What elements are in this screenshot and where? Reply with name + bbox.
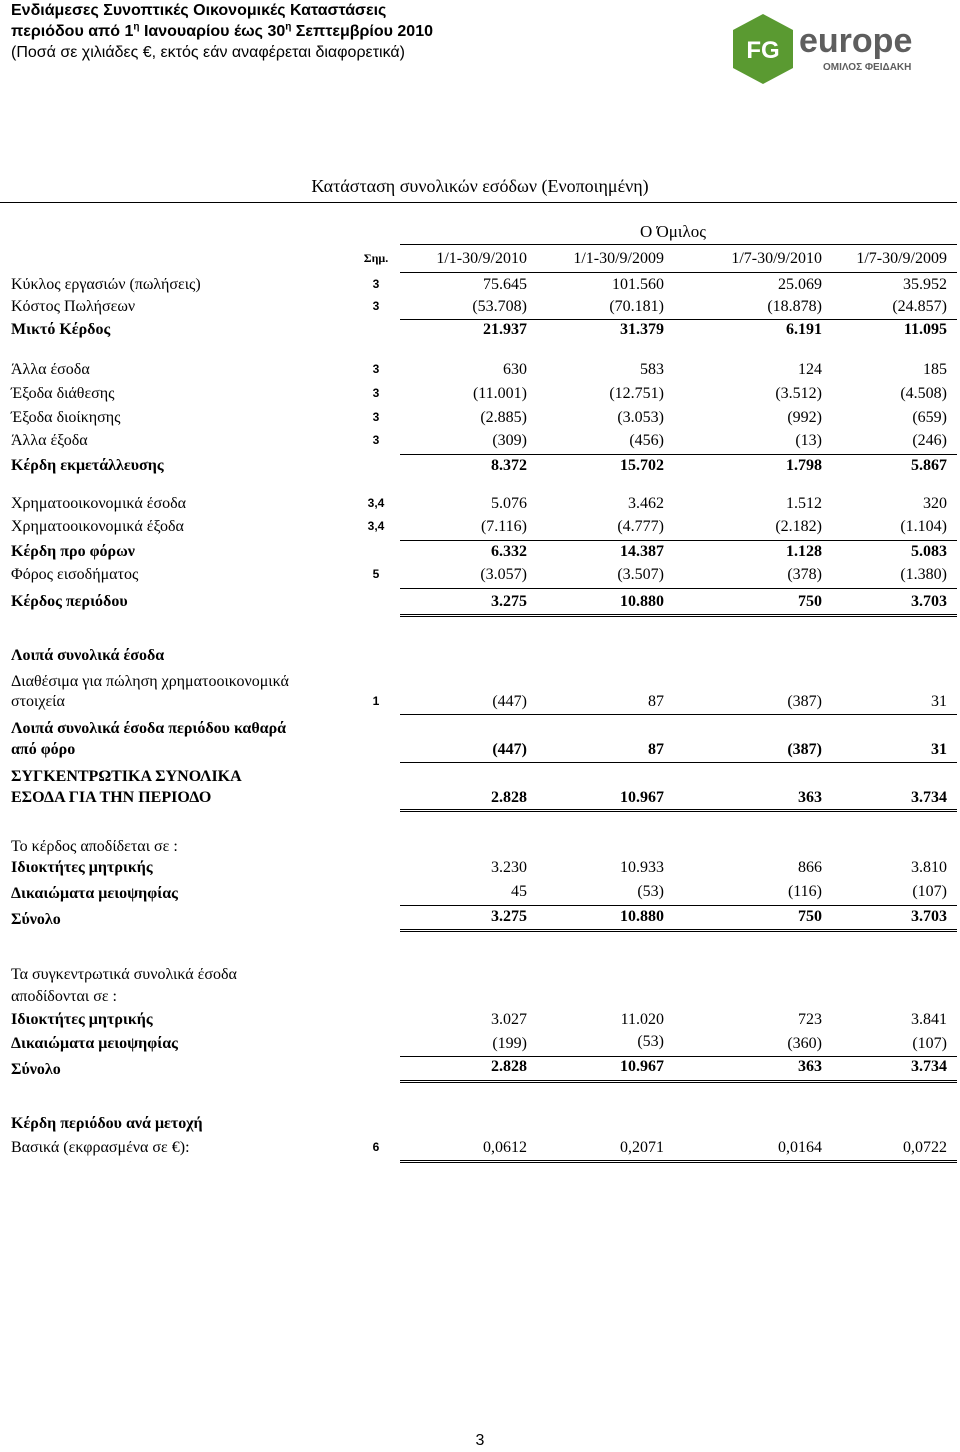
cell-c3: 750 <box>798 593 822 610</box>
table-row <box>0 409 960 431</box>
row-note: 3 <box>372 277 380 291</box>
table-row <box>0 883 960 905</box>
cell-c4: (107) <box>912 883 947 900</box>
col-header-3: 1/7-30/9/2010 <box>731 250 822 267</box>
group-header: Ο Όμιλος <box>640 222 706 241</box>
cell-c2: 10.880 <box>620 908 664 925</box>
table-row <box>0 361 960 383</box>
fg-europe-logo <box>727 12 937 92</box>
cell-c2: 11.020 <box>620 1011 664 1028</box>
cell-c2: (70.181) <box>609 298 664 315</box>
document-header <box>11 0 433 63</box>
subtotal-rule <box>400 540 957 541</box>
eps-heading: Κέρδη περιόδου ανά μετοχή <box>11 1115 203 1132</box>
cell-c4: (246) <box>912 432 947 449</box>
cell-c2: (4.777) <box>617 518 664 535</box>
total-double-rule <box>400 809 957 812</box>
table-row <box>0 566 960 588</box>
cell-c4: 5.867 <box>911 457 947 474</box>
row-label: στοιχεία <box>11 693 65 710</box>
cell-c2: 101.560 <box>612 276 664 293</box>
cell-c1: 75.645 <box>483 276 527 293</box>
subtotal-rule <box>400 714 957 715</box>
cell-c1: 21.937 <box>483 321 527 338</box>
cell-c3: 750 <box>798 908 822 925</box>
cell-c1: 45 <box>511 883 527 900</box>
cell-c1: (447) <box>492 693 527 710</box>
header-currency-note: (Ποσά σε χιλιάδες €, εκτός εάν αναφέρεται διαφορετικά) <box>11 44 405 61</box>
cell-c1: 630 <box>503 361 527 378</box>
total-double-rule <box>400 929 957 932</box>
row-label: Χρηματοοικονομικά έσοδα <box>11 495 186 512</box>
row-label: Ιδιοκτήτες μητρικής <box>11 1011 153 1028</box>
cell-c2: 31.379 <box>620 321 664 338</box>
cell-c1: (3.057) <box>480 566 527 583</box>
row-note: 3 <box>372 362 380 376</box>
cell-c1: 3.275 <box>491 908 527 925</box>
table-row <box>0 908 960 930</box>
cell-c3: 1.798 <box>786 457 822 474</box>
cell-c1: 2.828 <box>491 1058 527 1075</box>
cell-c4: 0,0722 <box>903 1139 947 1156</box>
title-rule <box>0 202 957 203</box>
table-row <box>0 1011 960 1033</box>
cell-c3: 25.069 <box>778 276 822 293</box>
subtotal-rule <box>400 588 957 589</box>
row-note: 3 <box>372 299 380 313</box>
table-row <box>0 741 960 763</box>
cell-c3: (387) <box>787 741 822 758</box>
row-label: Έξοδα διάθεσης <box>11 385 115 402</box>
cell-c3: 723 <box>798 1011 822 1028</box>
cell-c1: (199) <box>492 1035 527 1052</box>
row-label: Άλλα έξοδα <box>11 432 88 449</box>
table-row <box>0 593 960 615</box>
total-double-rule <box>400 614 957 617</box>
row-label: ΕΣΟΔΑ ΓΙΑ ΤΗΝ ΠΕΡΙΟΔΟ <box>11 789 212 806</box>
oci-heading: Λοιπά συνολικά έσοδα <box>11 647 165 664</box>
cell-c2: (53) <box>637 883 664 900</box>
afs-label-line1: Διαθέσιμα για πώληση χρηματοοικονομικά <box>11 673 289 690</box>
cell-c4: (1.104) <box>900 518 947 535</box>
subtotal-rule <box>400 319 957 320</box>
row-label: Φόρος εισοδήματος <box>11 566 139 583</box>
cell-c3: (13) <box>795 432 822 449</box>
cell-c3: (3.512) <box>775 385 822 402</box>
cell-c4: 3.734 <box>911 789 947 806</box>
cell-c2: 87 <box>648 693 664 710</box>
cell-c3: (387) <box>787 693 822 710</box>
row-note: 5 <box>372 567 380 581</box>
cell-c4: 185 <box>923 361 947 378</box>
logo-subtitle: ΟΜΙΛΟΣ ΦΕΙΔΑΚΗ <box>823 62 912 73</box>
col-note-header: Σημ. <box>363 251 389 265</box>
table-row <box>0 457 960 479</box>
cell-c2: 3.462 <box>628 495 664 512</box>
cell-c3: (116) <box>787 883 822 900</box>
header-period-part: περιόδου από 1 <box>11 23 134 40</box>
cell-c1: (7.116) <box>480 518 527 535</box>
row-note: 3 <box>372 386 380 400</box>
total-double-rule <box>400 1080 957 1083</box>
table-row <box>0 385 960 407</box>
eps-label: Βασικά (εκφρασμένα σε €): <box>11 1139 190 1156</box>
row-note: 3,4 <box>367 519 385 533</box>
row-label: Άλλα έσοδα <box>11 361 90 378</box>
row-label: Σύνολο <box>11 911 61 928</box>
row-label: Κύκλος εργασιών (πωλήσεις) <box>11 276 201 293</box>
cell-c3: (2.182) <box>775 518 822 535</box>
cell-c2: 10.967 <box>620 789 664 806</box>
cell-c3: 124 <box>798 361 822 378</box>
cell-c4: 31 <box>931 693 947 710</box>
oci-net-label-line1: Λοιπά συνολικά έσοδα περιόδου καθαρά <box>11 720 287 737</box>
row-note: 3 <box>372 410 380 424</box>
cell-c1: 3.027 <box>491 1011 527 1028</box>
header-period-part: Σεπτεμβρίου 2010 <box>291 23 433 40</box>
cell-c2: (3.507) <box>617 566 664 583</box>
cell-c4: (659) <box>912 409 947 426</box>
profit-attr-heading: Το κέρδος αποδίδεται σε : <box>11 838 178 855</box>
cell-c3: 1.128 <box>786 543 822 560</box>
cell-c3: (992) <box>787 409 822 426</box>
cell-c3: 363 <box>798 789 822 806</box>
cell-c1: (447) <box>492 741 527 758</box>
header-sup: η <box>133 21 140 33</box>
col-header-4: 1/7-30/9/2009 <box>856 250 947 267</box>
header-sup: η <box>285 21 292 33</box>
cell-c4: 320 <box>923 495 947 512</box>
table-row <box>0 298 960 320</box>
subtotal-rule <box>400 905 957 906</box>
cell-c1: 3.230 <box>491 859 527 876</box>
row-label: Κέρδη εκμετάλλευσης <box>11 457 164 474</box>
cell-c1: (2.885) <box>480 409 527 426</box>
cell-c2: 14.387 <box>620 543 664 560</box>
cell-c2: 10.967 <box>620 1058 664 1075</box>
cell-c1: 2.828 <box>491 789 527 806</box>
cell-c4: (24.857) <box>892 298 947 315</box>
cell-c2: (12.751) <box>609 385 664 402</box>
eps-row <box>0 1139 960 1161</box>
subtotal-rule <box>400 1056 957 1057</box>
header-period <box>11 21 433 42</box>
cell-c4: 11.095 <box>903 321 947 338</box>
cell-c1: 3.275 <box>491 593 527 610</box>
table-row <box>0 1058 960 1080</box>
row-label: Έξοδα διοίκησης <box>11 409 121 426</box>
cell-c4: 3.810 <box>911 859 947 876</box>
row-label: από φόρο <box>11 741 76 758</box>
header-title: Ενδιάμεσες Συνοπτικές Οικονομικές Καταστάσεις <box>11 2 387 19</box>
cell-c1: 5.076 <box>491 495 527 512</box>
table-row <box>0 693 960 715</box>
table-row <box>0 276 960 298</box>
row-note: 3,4 <box>367 496 385 510</box>
subtotal-rule <box>400 762 957 763</box>
row-note: 1 <box>372 694 380 708</box>
subtotal-rule <box>400 454 957 455</box>
column-headers <box>0 250 960 272</box>
row-label: Ιδιοκτήτες μητρικής <box>11 859 153 876</box>
cell-c4: (4.508) <box>900 385 947 402</box>
header-rule <box>400 272 957 273</box>
row-label: Χρηματοοικονομικά έξοδα <box>11 518 184 535</box>
cell-c2: (456) <box>629 432 664 449</box>
table-row <box>0 518 960 540</box>
total-double-rule <box>400 1160 957 1163</box>
cell-c4: (1.380) <box>900 566 947 583</box>
table-row <box>0 543 960 565</box>
table-row <box>0 495 960 517</box>
table-row <box>0 432 960 454</box>
cell-c1: 0,0612 <box>483 1139 527 1156</box>
row-label: Κέρδος περιόδου <box>11 593 128 610</box>
cell-c4: 5.083 <box>911 543 947 560</box>
cell-c1: 8.372 <box>491 457 527 474</box>
cell-c3: 1.512 <box>786 495 822 512</box>
row-label: Κέρδη προ φόρων <box>11 543 135 560</box>
ci-attr-heading-line1: Τα συγκεντρωτικά συνολικά έσοδα <box>11 966 237 983</box>
cell-c3: 866 <box>798 859 822 876</box>
cell-c2: 0,2071 <box>620 1139 664 1156</box>
header-period-part: Ιανουαρίου έως 30 <box>139 23 286 40</box>
cell-c3: 0,0164 <box>778 1139 822 1156</box>
cell-c3: (360) <box>787 1035 822 1052</box>
cell-c1: (11.001) <box>472 385 527 402</box>
table-row <box>0 789 960 811</box>
row-label: Σύνολο <box>11 1061 61 1078</box>
row-note: 3 <box>372 433 380 447</box>
cell-c4: 3.703 <box>911 908 947 925</box>
cell-c2: 583 <box>640 361 664 378</box>
cell-c4: 3.841 <box>911 1011 947 1028</box>
group-rule <box>400 244 957 245</box>
cell-c1: (309) <box>492 432 527 449</box>
cell-c4: (107) <box>912 1035 947 1052</box>
row-label: Δικαιώματα μειοψηφίας <box>11 1035 178 1052</box>
page-number: 3 <box>475 1432 485 1449</box>
cell-c1: (53.708) <box>472 298 527 315</box>
logo-europe-text: europe <box>799 22 913 60</box>
ci-attr-heading-line2: αποδίδονται σε : <box>11 988 117 1005</box>
col-header-2: 1/1-30/9/2009 <box>573 250 664 267</box>
cell-c4: 3.703 <box>911 593 947 610</box>
cell-c3: 6.191 <box>786 321 822 338</box>
cell-c2: (53) <box>637 1033 664 1050</box>
logo-fg-text: FG <box>746 37 780 64</box>
col-header-1: 1/1-30/9/2010 <box>436 250 527 267</box>
row-label: Κόστος Πωλήσεων <box>11 298 136 315</box>
cell-c2: 87 <box>648 741 664 758</box>
table-row <box>0 859 960 881</box>
cell-c2: 10.933 <box>620 859 664 876</box>
cell-c4: 3.734 <box>911 1058 947 1075</box>
cell-c3: (18.878) <box>767 298 822 315</box>
row-label: Δικαιώματα μειοψηφίας <box>11 885 178 902</box>
table-row <box>0 1035 960 1057</box>
cell-c2: 10.880 <box>620 593 664 610</box>
row-label: Μικτό Κέρδος <box>11 321 111 338</box>
cell-c4: 31 <box>931 741 947 758</box>
statement-title: Κατάσταση συνολικών εσόδων (Ενοποιημένη) <box>311 176 649 196</box>
cell-c2: (3.053) <box>617 409 664 426</box>
table-row <box>0 321 960 343</box>
cell-c3: (378) <box>787 566 822 583</box>
total-ci-label-line1: ΣΥΓΚΕΝΤΡΩΤΙΚΑ ΣΥΝΟΛΙΚΑ <box>11 768 242 785</box>
cell-c1: 6.332 <box>491 543 527 560</box>
cell-c2: 15.702 <box>620 457 664 474</box>
cell-c3: 363 <box>798 1058 822 1075</box>
cell-c4: 35.952 <box>903 276 947 293</box>
eps-note: 6 <box>372 1140 380 1154</box>
